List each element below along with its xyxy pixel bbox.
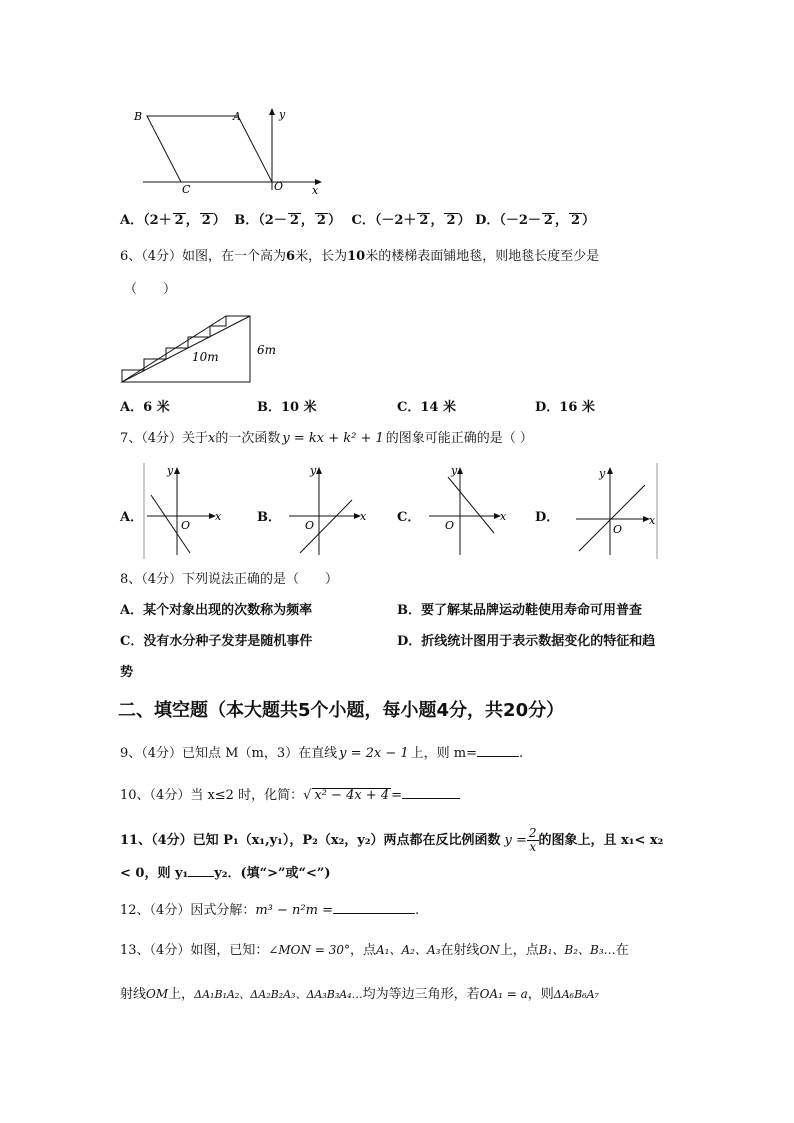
q5-option-c: C．（－2＋ 2 ， 2 ） bbox=[351, 213, 471, 228]
figure-q6-staircase bbox=[120, 312, 290, 387]
q10-pre: 10、（4分）当 x≤2 时，化简： bbox=[120, 788, 304, 803]
label-a: A bbox=[233, 110, 241, 123]
label-c: C bbox=[182, 183, 191, 196]
q13-mid3: 上，点 bbox=[499, 943, 539, 958]
q6-option-d: D．16 米 bbox=[535, 400, 595, 415]
q7-line-c bbox=[448, 477, 494, 533]
radical-sign: √ bbox=[303, 788, 312, 803]
q8-option-d-cont: 势 bbox=[120, 665, 134, 680]
q12-answer-blank[interactable] bbox=[333, 901, 415, 914]
section-2-title: 二、填空题（本大题共5个小题，每小题4分，共20分） bbox=[118, 700, 565, 721]
q5-option-a: A．（2＋ 2 ， 2 ） bbox=[120, 213, 226, 228]
q11-fraction bbox=[527, 827, 539, 854]
q6-option-c: C．14 米 bbox=[397, 400, 456, 415]
q13-points-b: B₁、B₂、B₃… bbox=[538, 943, 616, 957]
q7-var: x bbox=[208, 431, 216, 446]
q11-line2a: < 0，则 y₁ bbox=[120, 866, 189, 881]
q6-mid2: 米的楼梯表面铺地毯，则地毯长度至少是 bbox=[365, 249, 600, 264]
q11-answer-blank[interactable] bbox=[188, 864, 214, 877]
q8-option-b: B．要了解某品牌运动鞋使用寿命可用普查 bbox=[397, 603, 642, 618]
q12 bbox=[120, 901, 419, 919]
q12-end: . bbox=[414, 903, 420, 918]
q12-pre: 12、（4分）因式分解： bbox=[120, 903, 256, 918]
q6-paren: （ ） bbox=[124, 282, 177, 297]
q9-post: 上，则 m= bbox=[410, 746, 477, 761]
q7-stem-pre: 7、（4分）关于 bbox=[120, 431, 209, 446]
q6-option-a: A．6 米 bbox=[120, 400, 170, 415]
svg-text:x: x bbox=[649, 514, 656, 527]
q6-height: 6 bbox=[286, 249, 296, 264]
q13-pre: 13、（4分）如图，已知： bbox=[120, 943, 269, 958]
figure-q5 bbox=[125, 105, 335, 200]
q5-options bbox=[120, 213, 595, 229]
q11-line1 bbox=[120, 826, 663, 856]
q7-label-b: B． bbox=[257, 510, 281, 525]
q13-line2-mid2: 均为等边三角形，若 bbox=[362, 987, 480, 1002]
q7-stem-mid: 的一次函数 bbox=[215, 431, 281, 446]
q13-line2 bbox=[120, 986, 599, 1003]
svg-text:O: O bbox=[445, 519, 455, 532]
q7-function: y = kx + k² + 1 bbox=[282, 431, 384, 446]
q10 bbox=[120, 786, 460, 804]
q9-function: y = 2x − 1 bbox=[339, 746, 409, 761]
q13-ray-on: ON bbox=[479, 943, 500, 957]
q10-answer-blank[interactable] bbox=[402, 786, 460, 799]
q9-pre: 9、（4分）已知点 M（m，3）在直线 bbox=[120, 746, 338, 761]
q6-stem bbox=[120, 249, 599, 265]
q13-mid4: 在 bbox=[615, 943, 629, 958]
q13-line2-mid3: ，则 bbox=[527, 987, 554, 1002]
q7-label-d: D． bbox=[535, 510, 560, 525]
q10-equals: = bbox=[391, 788, 403, 803]
q7-graph-b bbox=[286, 463, 371, 559]
q8-option-a: A．某个对象出现的次数称为频率 bbox=[120, 603, 313, 618]
svg-text:y: y bbox=[451, 464, 458, 477]
q13-line2-mid: 上， bbox=[168, 987, 195, 1002]
label-o: O bbox=[274, 180, 284, 193]
q5-option-d: D．（－2－ 2 ， 2 ） bbox=[475, 213, 596, 228]
label-x: x bbox=[312, 184, 319, 197]
q9 bbox=[120, 744, 523, 762]
label-10m: 10m bbox=[192, 350, 219, 364]
label-6m: 6m bbox=[257, 343, 277, 357]
q11-post: 的图象上，且 x₁< x₂ bbox=[538, 833, 664, 848]
q11-line2b: y₂．(填“>”或“<”) bbox=[214, 866, 331, 881]
q13-mid2: 在射线 bbox=[440, 943, 480, 958]
q6-mid1: 米，长为 bbox=[295, 249, 348, 264]
q11-numerator: 2 bbox=[528, 826, 537, 840]
staircase-hypotenuse bbox=[122, 316, 250, 382]
label-y: y bbox=[279, 108, 286, 121]
q13-line1 bbox=[120, 942, 629, 959]
q7-label-a: A． bbox=[120, 510, 144, 525]
svg-text:x: x bbox=[215, 510, 222, 523]
q7-stem-post: 的图象可能正确的是（ ） bbox=[385, 431, 533, 446]
q9-answer-blank[interactable] bbox=[477, 744, 519, 757]
label-b: B bbox=[134, 110, 143, 123]
y-arrow bbox=[269, 108, 275, 115]
q11-pre: 11、（4分）已知 P₁（x₁,y₁），P₂（x₂，y₂）两点都在反比例函数 bbox=[120, 833, 501, 848]
parallelogram-abco bbox=[147, 116, 272, 182]
svg-text:y: y bbox=[167, 464, 174, 477]
q13-mid1: ，点 bbox=[349, 943, 376, 958]
q6-length: 10 bbox=[347, 249, 366, 264]
svg-text:y: y bbox=[310, 464, 317, 477]
svg-text:x: x bbox=[500, 510, 507, 523]
svg-text:O: O bbox=[613, 523, 623, 536]
q8-option-c: C．没有水分种子发芽是随机事件 bbox=[120, 634, 313, 649]
q10-radicand: x² − 4x + 4 bbox=[314, 788, 390, 803]
q7-graph-d bbox=[573, 463, 661, 559]
q13-triangles: ΔA₁B₁A₂、ΔA₂B₂A₃、ΔA₃B₃A₄… bbox=[194, 988, 363, 1001]
q7-graph-c bbox=[427, 463, 512, 559]
q11-line2 bbox=[120, 864, 331, 882]
q13-line2-pre: 射线 bbox=[120, 987, 147, 1002]
q6-stem-text: 6、（4分）如图，在一个高为 bbox=[120, 249, 287, 264]
q13-points-a: A₁、A₂、A₃ bbox=[375, 943, 441, 957]
svg-text:y: y bbox=[599, 467, 606, 480]
svg-text:x: x bbox=[360, 510, 367, 523]
svg-text:O: O bbox=[305, 519, 315, 532]
q7-label-c: C． bbox=[397, 510, 421, 525]
q8-option-d: D．折线统计图用于表示数据变化的特征和趋 bbox=[397, 634, 656, 649]
q13-ray-om: OM bbox=[146, 987, 169, 1001]
q13-last-triangle: ΔA₆B₆A₇ bbox=[553, 988, 599, 1001]
q11-y: y = bbox=[504, 833, 527, 848]
q6-option-b: B．10 米 bbox=[257, 400, 317, 415]
q13-oa: OA₁ = a bbox=[479, 987, 528, 1001]
q7-stem bbox=[120, 431, 533, 447]
q5-option-b: B．（2－ 2 ， 2 ） bbox=[234, 213, 341, 228]
q7-line-d bbox=[579, 485, 645, 551]
q12-expression: m³ − n²m = bbox=[255, 903, 333, 918]
svg-text:O: O bbox=[181, 519, 191, 532]
q11-denominator: x bbox=[529, 840, 537, 854]
q7-graph-a bbox=[143, 463, 228, 559]
q8-stem: 8、（4分）下列说法正确的是（ ） bbox=[120, 572, 339, 587]
q13-angle: ∠MON = 30° bbox=[268, 943, 350, 957]
q9-end: . bbox=[519, 746, 524, 761]
